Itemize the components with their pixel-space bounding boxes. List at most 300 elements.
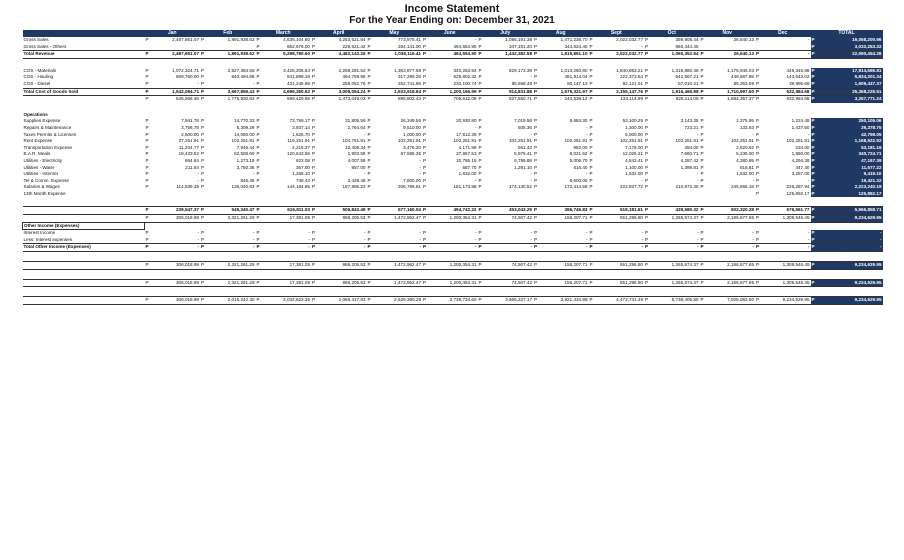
month-value-cell: P 1,265,674.37 [644, 262, 700, 270]
month-value-cell: P - [478, 132, 534, 139]
month-value-cell: P - [145, 230, 201, 237]
month-value-cell: P 5,738,405.85 [644, 297, 700, 305]
column-header-dec: Dec [755, 30, 811, 37]
row-label: COS - Hauling [23, 74, 54, 80]
column-header-row [23, 30, 883, 37]
row-label [23, 96, 145, 103]
month-value-cell: P 746.43 [256, 178, 312, 185]
row-label: Tel & Comm. Expense [23, 177, 69, 183]
month-value-cell: P 102,251.91 [589, 138, 645, 145]
row-total-cell: P 19,058,200.96 [811, 37, 883, 44]
row-total-cell: P 5,834,201.34 [811, 74, 883, 81]
month-value-cell: P 2,015,242.30 [200, 297, 256, 305]
statement-row [23, 244, 883, 252]
month-value-cell: P 143,643.02 [755, 74, 811, 81]
month-value-cell: P 39,995.68 [755, 81, 811, 88]
month-value-cell [200, 191, 256, 198]
month-value-cell: P 623.08 [256, 158, 312, 165]
month-value-cell: P 1,903.58 [311, 151, 367, 158]
month-value-cell: P 3,426,205.54 [256, 68, 312, 75]
row-label: Supplies Expense [23, 118, 61, 124]
month-value-cell: P 4,287.42 [644, 158, 700, 165]
month-value-cell: P - [200, 244, 256, 252]
month-value-cell: P - [145, 81, 201, 88]
month-value-cell: P 561.43 [478, 145, 534, 152]
row-total-cell: P 29,378.75 [811, 125, 883, 132]
row-total-cell: P 17,914,586.81 [811, 68, 883, 75]
month-value-cell: P 80,147.13 [533, 81, 589, 88]
statement-row [23, 37, 883, 44]
month-value-cell: P 156,207.71 [533, 262, 589, 270]
month-value-cell: P 9,234,629.95 [755, 297, 811, 305]
row-label [23, 215, 145, 223]
month-value-cell: P 1,072,324.71 [145, 68, 201, 75]
row-total-cell: P 9,234,629.95 [811, 262, 883, 270]
empty-cell [644, 222, 700, 230]
month-value-cell: P 1,291.10 [478, 165, 534, 172]
month-value-cell: P 1,710,997.50 [700, 88, 756, 96]
month-value-cell: P - [700, 132, 756, 139]
month-value-cell: P 1,363,877.68 [367, 68, 423, 75]
month-value-cell: P - [478, 237, 534, 244]
month-value-cell: P 1,575,321.97 [533, 88, 589, 96]
month-value-cell: P 1,200,354.31 [422, 215, 478, 223]
month-value-cell: P 616.40 [533, 165, 589, 172]
month-value-cell: P 2,022,032.77 [589, 37, 645, 44]
month-value-cell: P 116,251.91 [256, 138, 312, 145]
row-label [23, 207, 145, 215]
statement-row [23, 68, 883, 75]
month-value-cell: P 2,259,281.52 [311, 68, 367, 75]
month-value-cell: P 5,298,780.60 [256, 51, 312, 59]
empty-cell [478, 112, 534, 119]
month-value-cell: P 545,566.36 [145, 96, 201, 103]
month-value-cell: P 234.00 [755, 145, 811, 152]
empty-cell [644, 112, 700, 119]
month-value-cell: P - [311, 171, 367, 178]
statement-row [23, 191, 883, 198]
month-value-cell: P 2,321,261.29 [200, 262, 256, 270]
month-value-cell: P 7,925,083.50 [700, 297, 756, 305]
month-value-cell: P 31,805.56 [311, 118, 367, 125]
row-total-cell: P 22,090,454.28 [811, 51, 883, 59]
month-value-cell: P 85,658.48 [478, 81, 534, 88]
month-value-cell: P 453,043.29 [478, 207, 534, 215]
month-value-cell: P 518,181.61 [589, 207, 645, 215]
month-value-cell: P 4,843.41 [589, 158, 645, 165]
month-value-cell: P 1,472,962.47 [367, 279, 423, 287]
month-value-cell: P 1,266.10 [256, 171, 312, 178]
month-value-cell: P 3,821,434.88 [533, 297, 589, 305]
month-value-cell: P 1,933,918.84 [367, 88, 423, 96]
month-value-cell [700, 44, 756, 51]
month-value-cell: P 629,802.32 [422, 74, 478, 81]
column-header-june: June [422, 30, 478, 37]
month-value-cell: P 6,799.88 [478, 158, 534, 165]
month-value-cell: P - [478, 74, 534, 81]
month-value-cell [200, 44, 256, 51]
statement-row [23, 297, 883, 305]
month-value-cell: P 1,013,260.80 [533, 68, 589, 75]
month-value-cell: P 264,141.00 [367, 44, 423, 51]
month-value-cell: P - [533, 230, 589, 237]
row-label: Utilities - Water [23, 164, 55, 170]
month-value-cell: P 5,309.29 [200, 125, 256, 132]
empty-cell [367, 112, 423, 119]
row-label: 13th Month Expense [23, 190, 66, 196]
month-value-cell: P 3,476.20 [367, 145, 423, 152]
month-value-cell: P 599,429.98 [256, 96, 312, 103]
month-value-cell: P 14,060.00 [200, 132, 256, 139]
month-value-cell: P 74,507.42 [478, 279, 534, 287]
month-value-cell: P - [145, 244, 201, 252]
statement-row [23, 207, 883, 215]
month-value-cell: P 1,473,049.02 [311, 96, 367, 103]
month-value-cell: P 887.00 [311, 165, 367, 172]
month-value-cell [422, 191, 478, 198]
month-value-cell: P - [367, 230, 423, 237]
month-value-cell: P 187,895.23 [311, 184, 367, 191]
month-value-cell: P 840,494.88 [200, 74, 256, 81]
month-value-cell: P 74,507.42 [478, 262, 534, 270]
spacer-cell [23, 103, 883, 112]
month-value-cell: P 7,946.44 [200, 145, 256, 152]
month-value-cell: P 632,984.68 [755, 88, 811, 96]
empty-cell [478, 222, 534, 230]
month-value-cell: P 1,300.00 [589, 125, 645, 132]
month-value-cell: P 676,561.77 [755, 207, 811, 215]
row-total-cell: P 5,966,858.71 [811, 207, 883, 215]
row-label: Utilities - Internet [23, 171, 58, 177]
month-value-cell: P 431,245.89 [256, 81, 312, 88]
statement-row [23, 171, 883, 178]
month-value-cell: P 966,205.53 [311, 279, 367, 287]
column-header-sept: Sept [589, 30, 645, 37]
month-value-cell: P 284.00 [644, 145, 700, 152]
month-value-cell: P - [700, 237, 756, 244]
month-value-cell: P - [644, 132, 700, 139]
column-header-may: May [367, 30, 423, 37]
month-value-cell: P 577,160.04 [367, 207, 423, 215]
month-value-cell: P - [589, 230, 645, 237]
month-value-cell: P 344,624.40 [533, 44, 589, 51]
month-value-cell [533, 191, 589, 198]
month-value-cell: P 1,175,946.03 [700, 68, 756, 75]
row-total-cell: P - [811, 237, 883, 244]
row-total-cell: P 25,358,225.51 [811, 88, 883, 96]
month-value-cell: P 210,872.30 [644, 184, 700, 191]
statement-row [23, 74, 883, 81]
row-label: Gross Sales - Others [23, 43, 67, 49]
month-value-cell: P 11,204.77 [145, 145, 201, 152]
month-value-cell: P 306,018.99 [145, 279, 201, 287]
month-value-cell: P - [755, 230, 811, 237]
month-value-cell: P 4,215.37 [256, 145, 312, 152]
section-heading-row [23, 112, 883, 119]
month-value-cell: P 228,621.42 [311, 44, 367, 51]
month-value-cell: P 864.64 [145, 158, 201, 165]
month-value-cell: P 1,840,653.21 [589, 68, 645, 75]
month-value-cell: P - [367, 171, 423, 178]
month-value-cell: P 2,520.62 [700, 145, 756, 152]
month-value-cell: P 1,815,861.10 [533, 51, 589, 59]
month-value-cell: P - [589, 178, 645, 185]
month-value-cell: P 5,006.70 [533, 158, 589, 165]
month-value-cell: P 14,770.33 [200, 118, 256, 125]
month-value-cell: P 687.70 [422, 165, 478, 172]
month-value-cell: P 7,019.58 [478, 118, 534, 125]
month-value-cell: P - [644, 244, 700, 252]
month-value-cell: P - [533, 244, 589, 252]
month-value-cell: P 2,321,261.29 [200, 215, 256, 223]
statement-row [23, 178, 883, 185]
month-value-cell: P 226,287.94 [755, 184, 811, 191]
month-value-cell: P 67,588.36 [367, 151, 423, 158]
month-value-cell: P 1,916,466.88 [644, 88, 700, 96]
statement-row [23, 151, 883, 158]
month-value-cell: P 3,937.14 [256, 125, 312, 132]
month-value-cell: P 1,684,357.37 [700, 96, 756, 103]
row-label: Gross Sales [23, 37, 49, 42]
month-value-cell: P 966,205.53 [311, 215, 367, 223]
column-header-total: TOTAL [811, 30, 883, 37]
month-value-cell [367, 191, 423, 198]
month-value-cell: P 125,892.17 [755, 191, 811, 198]
month-value-cell: P 230,100.74 [422, 81, 478, 88]
month-value-cell: P 1,038,116.41 [367, 51, 423, 59]
month-value-cell: P 1,066,417.83 [311, 297, 367, 305]
month-value-cell: P - [256, 244, 312, 252]
month-value-cell: P 3,665,227.17 [478, 297, 534, 305]
month-value-cell: P 1,273.19 [200, 158, 256, 165]
month-value-cell: P 4,472,731.49 [589, 297, 645, 305]
month-value-cell: P 2,155,147.76 [589, 88, 645, 96]
month-value-cell: P - [422, 237, 478, 244]
month-value-cell: P - [311, 237, 367, 244]
empty-cell [145, 222, 201, 230]
month-value-cell: P 10,786.15 [422, 158, 478, 165]
spacer-cell [23, 287, 883, 297]
month-value-cell: P 527,550.71 [478, 96, 534, 103]
month-value-cell: P 12,026.21 [589, 151, 645, 158]
month-value-cell: P 3,009,094.24 [311, 88, 367, 96]
spacer-cell [23, 269, 883, 279]
row-label: Total Cost of Goods Sold [23, 88, 145, 96]
month-value-cell: P 102,251.91 [200, 138, 256, 145]
month-value-cell: P 181,173.88 [422, 184, 478, 191]
empty-cell [311, 222, 367, 230]
month-value-cell: P 3,257.00 [755, 171, 811, 178]
row-total-cell: P 19,421.32 [811, 178, 883, 185]
empty-cell [311, 112, 367, 119]
month-value-cell: P 156,207.71 [533, 215, 589, 223]
month-value-cell: P 7,660.71 [644, 151, 700, 158]
month-value-cell: P 502,320.28 [700, 207, 756, 215]
month-value-cell: P 10,408.34 [311, 145, 367, 152]
month-value-cell: P - [533, 125, 589, 132]
header-label-cell [23, 30, 145, 37]
month-value-cell: P 102,251.91 [533, 138, 589, 145]
statement-row [23, 145, 883, 152]
row-label: E.A.R. Meals [23, 151, 51, 157]
row-label: Taxes Permits & Licenses [23, 131, 77, 137]
month-value-cell: P - [200, 230, 256, 237]
month-value-cell: P 447.40 [755, 165, 811, 172]
month-value-cell [311, 191, 367, 198]
empty-cell [256, 222, 312, 230]
month-value-cell: P 4,380.95 [700, 158, 756, 165]
row-total-cell: P 9,234,629.95 [811, 215, 883, 223]
month-value-cell: P 773,975.41 [367, 37, 423, 44]
month-value-cell: P 317,299.29 [367, 74, 423, 81]
month-value-cell: P - [478, 178, 534, 185]
row-label: Less: Interest expenses [23, 236, 73, 242]
month-value-cell: P 102,251.91 [700, 138, 756, 145]
row-total-cell: P 1,609,437.37 [811, 81, 883, 88]
month-value-cell: P 966,205.53 [311, 262, 367, 270]
month-value-cell: P 1,309,546.45 [755, 279, 811, 287]
month-value-cell [644, 191, 700, 198]
month-value-cell: P 6,600.00 [533, 178, 589, 185]
month-value-cell: P 26,640.13 [700, 51, 756, 59]
statement-row [23, 51, 883, 59]
statement-subtitle: For the Year Ending on: December 31, 2021 [349, 15, 555, 26]
column-header-feb: Feb [200, 30, 256, 37]
month-value-cell: P 2,827,364.55 [200, 68, 256, 75]
month-value-cell: P - [755, 51, 811, 59]
month-value-cell: P 156,207.71 [533, 279, 589, 287]
month-value-cell: P 174,130.52 [478, 184, 534, 191]
month-value-cell: P - [422, 244, 478, 252]
month-value-cell: P 3,428.46 [311, 178, 367, 185]
row-label [23, 279, 145, 287]
row-label [23, 297, 145, 305]
month-value-cell: P 4,253,521.84 [311, 37, 367, 44]
month-value-cell: P 494,759.96 [311, 74, 367, 81]
month-value-cell: P - [755, 244, 811, 252]
row-total-cell: P 3,267,771.24 [811, 96, 883, 103]
statement-row [23, 165, 883, 172]
empty-cell [422, 112, 478, 119]
month-value-cell: P - [422, 125, 478, 132]
month-value-cell: P 211.64 [145, 165, 201, 172]
statement-row [23, 184, 883, 191]
row-label: Total Other Income (Expenses) [23, 244, 145, 252]
month-value-cell: P - [589, 237, 645, 244]
month-value-cell: P 1,200,166.99 [422, 88, 478, 96]
statement-row [23, 88, 883, 96]
month-value-cell: P 1,060,352.84 [644, 51, 700, 59]
month-value-cell: P 829,173.39 [478, 68, 534, 75]
statement-row [23, 230, 883, 237]
month-value-cell: P 505.36 [478, 125, 534, 132]
month-value-cell: P 1,375.95 [700, 118, 756, 125]
month-value-cell: P 26,640.13 [700, 37, 756, 44]
row-label [23, 262, 145, 270]
empty-cell [700, 112, 756, 119]
month-value-cell: P - [367, 237, 423, 244]
month-value-cell: P 3,739,734.60 [422, 297, 478, 305]
month-value-cell: P - [755, 237, 811, 244]
empty-cell [200, 112, 256, 119]
spacer-cell [23, 58, 883, 68]
month-value-cell: P 1,000.00 [367, 132, 423, 139]
row-label: Utilities - Electricity [23, 157, 63, 163]
month-value-cell: P 1,100.00 [589, 165, 645, 172]
column-header-april: April [311, 30, 367, 37]
month-value-cell: P 3,750.36 [200, 165, 256, 172]
month-value-cell: P 239,547.37 [145, 207, 201, 215]
month-value-cell: P - [755, 37, 811, 44]
row-total-cell: P 11,577.22 [811, 165, 883, 172]
income-statement-table [22, 30, 883, 305]
empty-cell [367, 222, 423, 230]
month-value-cell: P 120,643.58 [256, 151, 312, 158]
month-value-cell: P 17,381.05 [256, 215, 312, 223]
month-value-cell: P - [478, 244, 534, 252]
column-header-aug: Aug [533, 30, 589, 37]
month-value-cell: P - [422, 37, 478, 44]
empty-cell [533, 112, 589, 119]
month-value-cell: P - [145, 237, 201, 244]
month-value-cell: P 26,349.56 [367, 118, 423, 125]
month-value-cell: P 245,866.18 [700, 184, 756, 191]
month-value-cell: P - [755, 178, 811, 185]
row-label: Transportation Expense [23, 144, 73, 150]
month-value-cell: P 1,891,938.62 [200, 37, 256, 44]
month-value-cell: P 19,433.52 [145, 151, 201, 158]
month-value-cell: P 5,235.00 [700, 151, 756, 158]
month-value-cell: P - [644, 230, 700, 237]
statement-title: Income Statement [404, 3, 500, 15]
month-value-cell: P 1,472,962.47 [367, 262, 423, 270]
month-value-cell: P 506,843.49 [311, 207, 367, 215]
month-value-cell: P 4,482,143.26 [311, 51, 367, 59]
spacer-cell [23, 252, 883, 262]
column-header-july: July [478, 30, 534, 37]
empty-cell [256, 112, 312, 119]
month-value-cell: P 2,186,677.65 [700, 215, 756, 223]
column-header-jan: Jan [145, 30, 201, 37]
month-value-cell: P - [533, 132, 589, 139]
month-value-cell: P - [478, 230, 534, 237]
month-value-cell: P 895,802.43 [367, 96, 423, 103]
row-total-cell: P 3,032,253.32 [811, 44, 883, 51]
spacer-row [23, 252, 883, 262]
column-header-oct: Oct [644, 30, 700, 37]
statement-row [23, 132, 883, 139]
month-value-cell: P - [589, 244, 645, 252]
month-value-cell: P 27,251.91 [145, 138, 201, 145]
month-value-cell: P 2,032,623.35 [256, 297, 312, 305]
month-value-cell: P - [422, 178, 478, 185]
month-value-cell: P 102,251.91 [478, 138, 534, 145]
month-value-cell: P 2,186,677.65 [700, 279, 756, 287]
month-value-cell: P 396,746.83 [533, 207, 589, 215]
month-value-cell: P 4,007.59 [311, 158, 367, 165]
spacer-row [23, 197, 883, 207]
row-total-cell: P 47,167.39 [811, 158, 883, 165]
month-value-cell: P 651,296.60 [589, 262, 645, 270]
month-value-cell: P 2,321,261.29 [200, 279, 256, 287]
month-value-cell: P - [533, 237, 589, 244]
month-value-cell: P 826,114.05 [644, 96, 700, 103]
month-value-cell: P 1,200,354.31 [422, 262, 478, 270]
month-value-cell: P 20,930.80 [422, 118, 478, 125]
month-value-cell: P - [200, 237, 256, 244]
month-value-cell: P 542,567.21 [644, 74, 700, 81]
month-value-cell: P - [644, 178, 700, 185]
